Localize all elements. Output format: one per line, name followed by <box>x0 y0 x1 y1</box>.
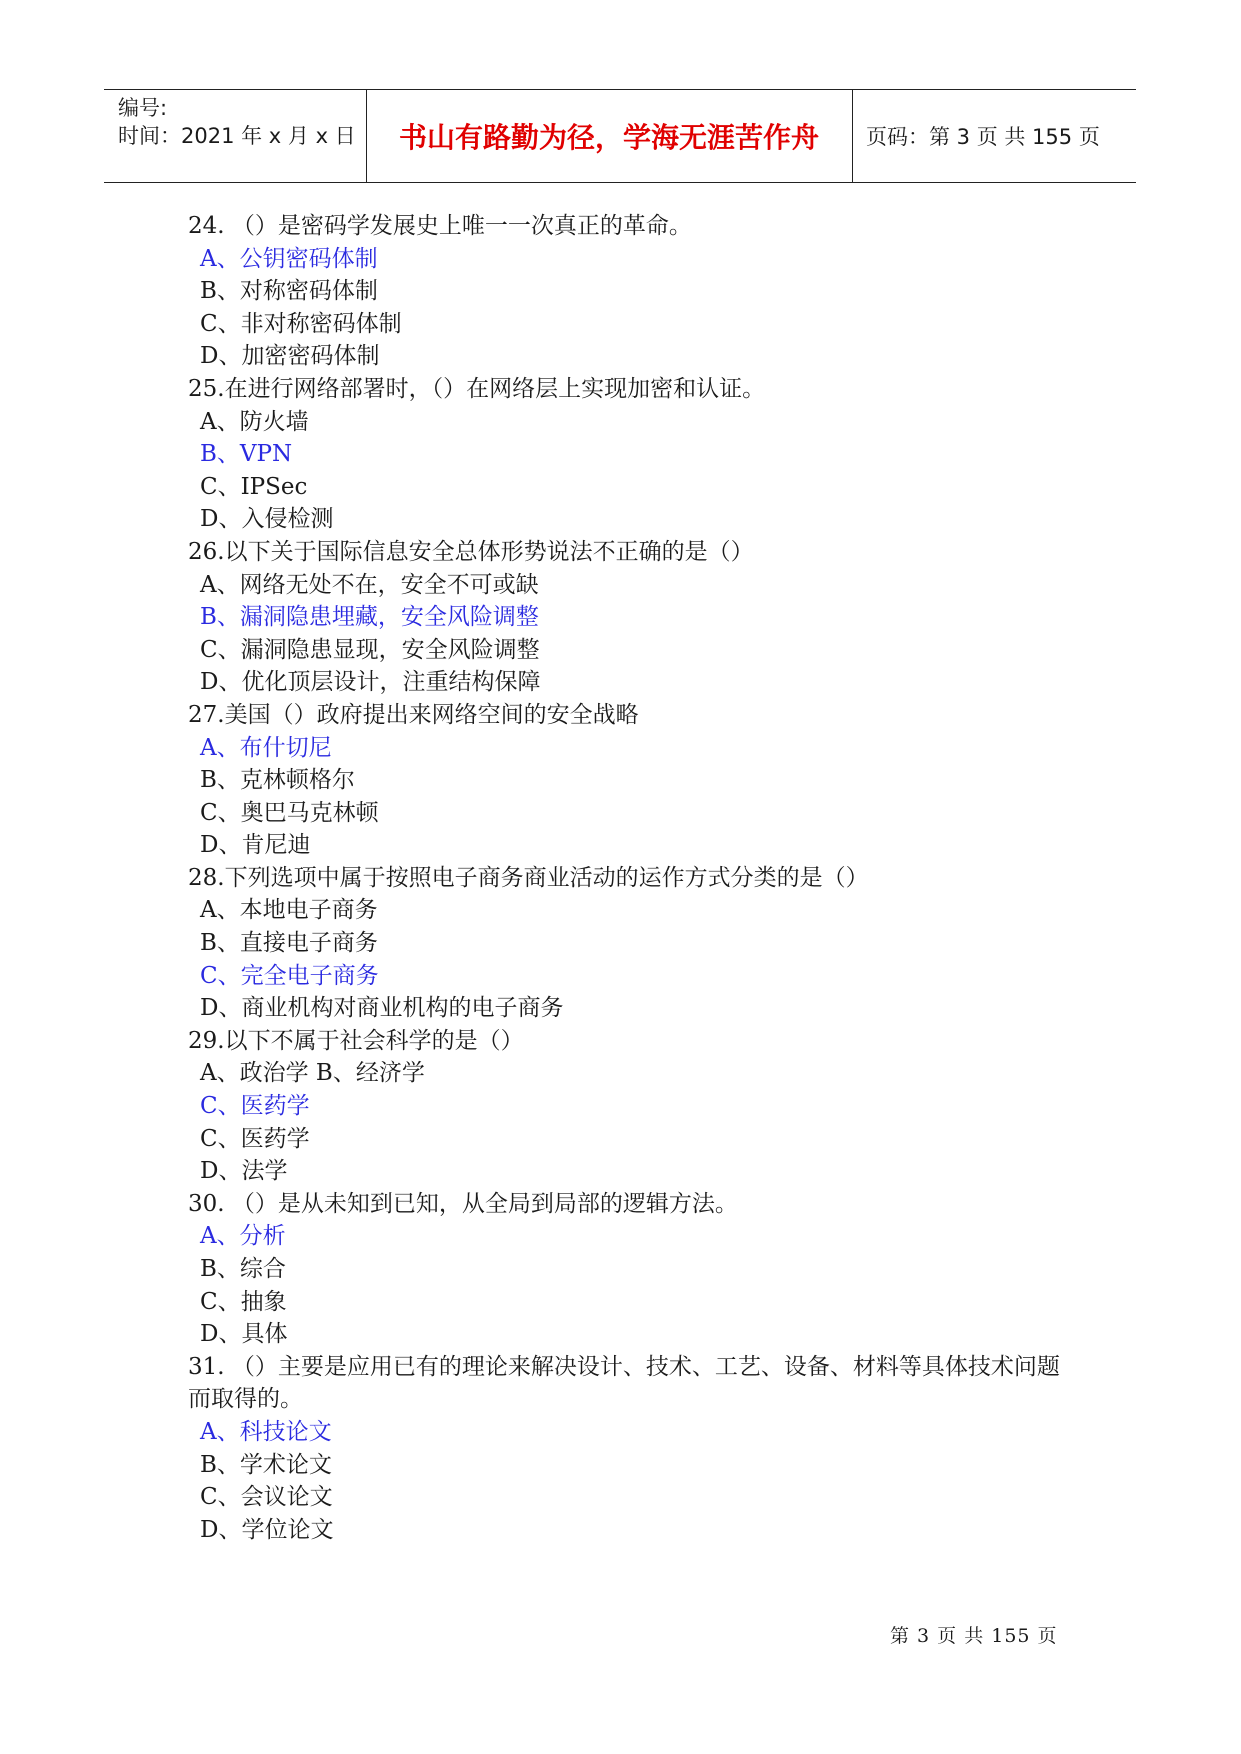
option: B、综合 <box>200 1256 286 1282</box>
option: C、奥巴马克林顿 <box>200 799 379 826</box>
option: D、优化顶层设计，注重结构保障 <box>200 669 541 696</box>
page-footer: 第 3 页 共 155 页 <box>890 1625 1058 1647</box>
question-stem: 31. （）主要是应用已有的理论来解决设计、技术、工艺、设备、材料等具体技术问题而取得的。 <box>188 1353 1060 1413</box>
header-page-info: 页码：第 3 页 共 155 页 <box>866 125 1100 149</box>
question-stem: 24. （）是密码学发展史上唯一一次真正的革命。 <box>188 213 692 239</box>
answer-option: C、医药学 <box>200 1093 310 1120</box>
option: D、加密密码体制 <box>200 343 380 370</box>
header-motto: 书山有路勤为径，学海无涯苦作舟 <box>398 121 819 154</box>
question-stem: 28.下列选项中属于按照电子商务商业活动的运作方式分类的是（） <box>188 864 869 891</box>
question-item <box>188 1351 1068 1547</box>
question-item <box>188 1188 1068 1351</box>
question-stem: 29.以下不属于社会科学的是（） <box>188 1027 524 1054</box>
question-item <box>188 373 1068 536</box>
question-stem: 26.以下关于国际信息安全总体形势说法不正确的是（） <box>188 538 754 565</box>
question-item <box>188 699 1068 862</box>
option: C、IPSec <box>200 473 308 500</box>
question-list <box>188 210 1068 1546</box>
option: C、抽象 <box>200 1288 287 1315</box>
option: C、漏洞隐患显现，安全风险调整 <box>200 636 540 663</box>
answer-option: A、科技论文 <box>200 1418 332 1445</box>
option: D、肯尼迪 <box>200 832 311 859</box>
question-item <box>188 210 1068 373</box>
option: C、会议论文 <box>200 1484 333 1511</box>
option: A、防火墙 <box>200 408 309 435</box>
question-stem: 25.在进行网络部署时，（）在网络层上实现加密和认证。 <box>188 375 766 402</box>
option: B、克林顿格尔 <box>200 767 355 794</box>
header-divider <box>852 90 853 182</box>
option: A、政治学 B、经济学 <box>200 1060 425 1087</box>
question-stem: 30. （）是从未知到已知，从全局到局部的逻辑方法。 <box>188 1190 738 1217</box>
option: B、对称密码体制 <box>200 278 378 305</box>
answer-option: B、漏洞隐患埋藏，安全风险调整 <box>200 604 539 631</box>
answer-option: B、VPN <box>200 441 293 468</box>
time-label: 时间：2021 年 x 月 x 日 <box>118 124 356 148</box>
option: D、商业机构对商业机构的电子商务 <box>200 995 564 1022</box>
question-item <box>188 536 1068 699</box>
answer-option: A、分析 <box>200 1223 286 1250</box>
answer-option: C、完全电子商务 <box>200 962 379 989</box>
option: A、本地电子商务 <box>200 897 378 924</box>
answer-option: A、公钥密码体制 <box>200 245 378 272</box>
option: A、网络无处不在，安全不可或缺 <box>200 571 539 598</box>
question-stem: 27.美国（）政府提出来网络空间的安全战略 <box>188 701 639 728</box>
option: C、医药学 <box>200 1125 310 1152</box>
page-header <box>104 89 1136 183</box>
answer-option: A、布什切尼 <box>200 734 332 761</box>
question-item <box>188 862 1068 1025</box>
option: D、学位论文 <box>200 1516 334 1543</box>
header-meta <box>118 94 368 150</box>
option: C、非对称密码体制 <box>200 310 402 337</box>
option: B、学术论文 <box>200 1451 332 1478</box>
question-item <box>188 1025 1068 1188</box>
number-label: 编号: <box>118 96 168 120</box>
option: D、具体 <box>200 1321 288 1348</box>
option: D、入侵检测 <box>200 506 334 533</box>
option: D、法学 <box>200 1158 288 1185</box>
option: B、直接电子商务 <box>200 930 378 957</box>
